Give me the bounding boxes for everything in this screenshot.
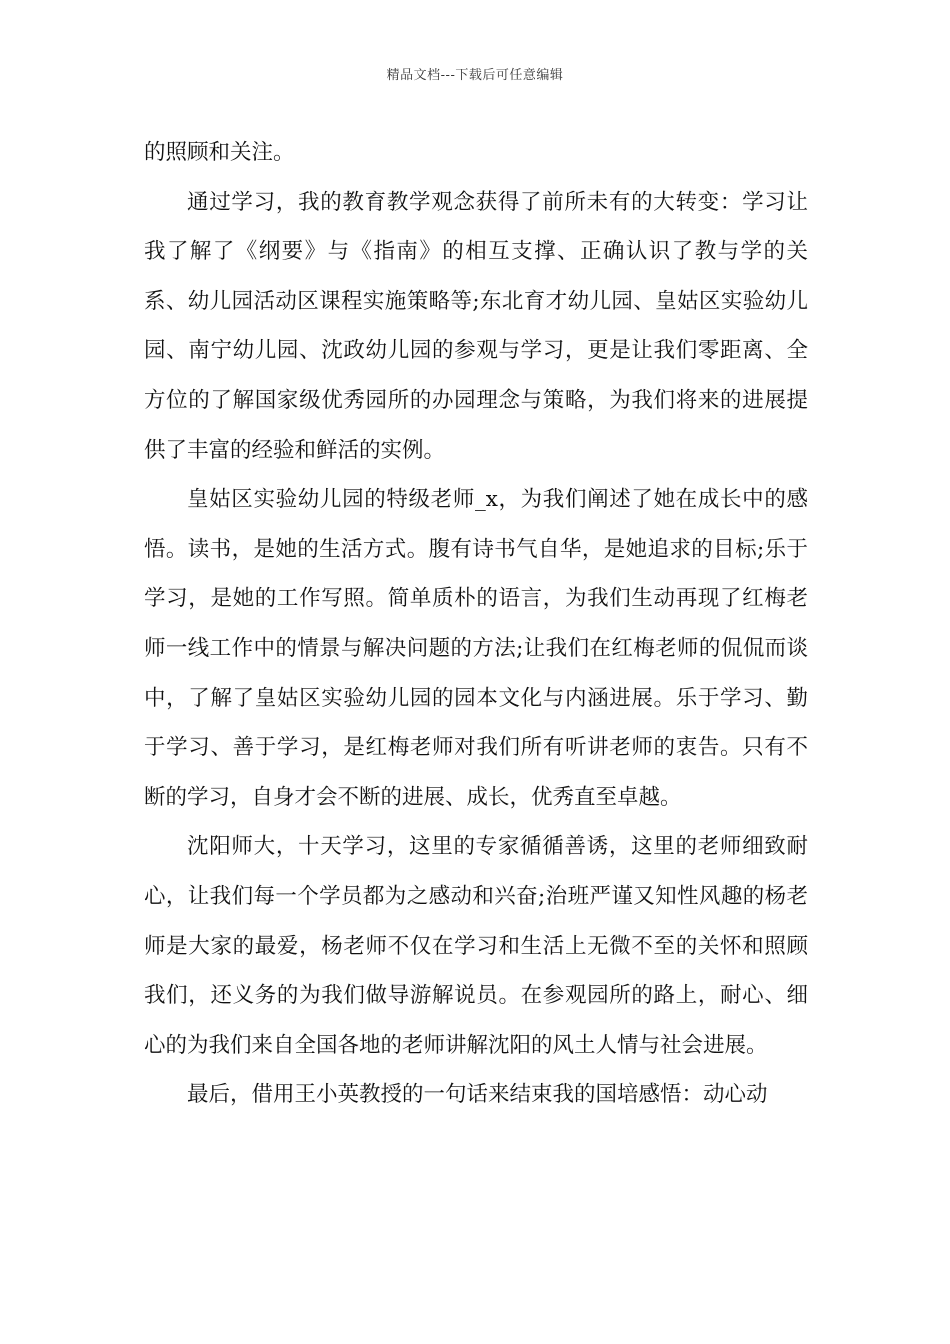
paragraph-special-teacher: 皇姑区实验幼儿园的特级老师_x，为我们阐述了她在成长中的感悟。读书，是她的生活方式。腹有诗书气自华，是她追求的目标;乐于学习，是她的工作写照。简单质朴的语言，为我们生动再现了红梅老师一线工作中的情景与解决问题的方法;让我们在红梅老师的侃侃而谈中，了解了皇姑区实验幼儿园的园本文化与内涵进展。乐于学习、勤于学习、善于学习，是红梅老师对我们所有听讲老师的衷告。只有不断的学习，自身才会不断的进展、成长，优秀直至卓越。 [144, 487, 808, 810]
paragraph-continuation: 的照顾和关注。 [144, 140, 295, 165]
paragraph-learning-outcomes: 通过学习，我的教育教学观念获得了前所未有的大转变：学习让我了解了《纲要》与《指南》的相互支撑、正确认识了教与学的关系、幼儿园活动区课程实施策略等;东北育才幼儿园、皇姑区实验幼儿园、南宁幼儿园、沈政幼儿园的参观与学习，更是让我们零距离、全方位的了解国家级优秀园所的办园理念与策略，为我们将来的进展提供了丰富的经验和鲜活的实例。 [144, 189, 808, 463]
document-body [144, 128, 808, 1120]
paragraph-shenyang-normal: 沈阳师大，十天学习，这里的专家循循善诱，这里的老师细致耐心，让我们每一个学员都为之感动和兴奋;治班严谨又知性风趣的杨老师是大家的最爱，杨老师不仅在学习和生活上无微不至的关怀和照顾我们，还义务的为我们做导游解说员。在参观园所的路上，耐心、细心的为我们来自全国各地的老师讲解沈阳的风土人情与社会进展。 [144, 834, 808, 1058]
page-header: 精品文档---下载后可任意编辑 [386, 68, 564, 83]
paragraph-conclusion: 最后，借用王小英教授的一句话来结束我的国培感悟：动心动 [187, 1082, 768, 1108]
